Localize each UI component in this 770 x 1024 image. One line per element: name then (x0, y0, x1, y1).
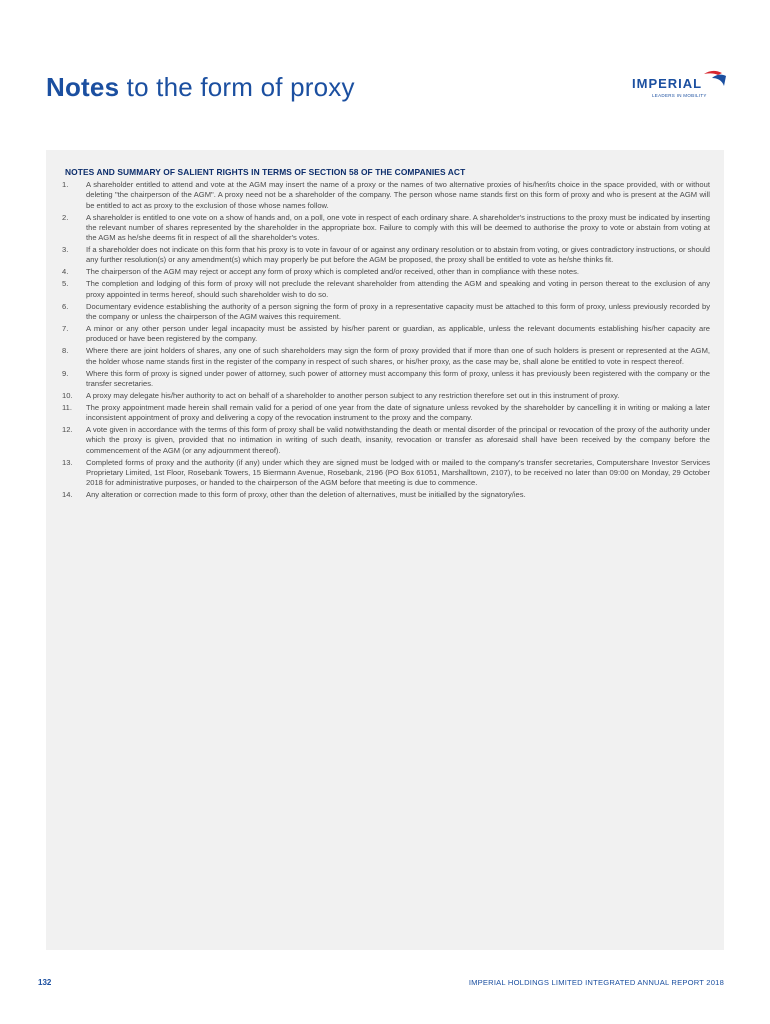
note-item (62, 391, 710, 401)
note-item (62, 369, 710, 390)
note-text: A vote given in accordance with the terms of this form of proxy shall be valid notwithstanding the death or mental disorder of the principal or revocation of the proxy of the authority under which the proxy is given, provided that no intimation in writing of such death, insanity, revocation or transfer as aforesaid shall have been received by the company before the commencement of the AGM (or any adjournment thereof). (86, 425, 710, 455)
page-title (46, 72, 355, 103)
note-number: 8. (62, 346, 69, 356)
note-number: 3. (62, 245, 69, 255)
note-text: A shareholder is entitled to one vote on a show of hands and, on a poll, one vote in respect of each ordinary share. A shareholder's instructions to the proxy must be indicated by inserting the relevant number of shares represented by the shareholder in the appropriate box. Failure to comply with this will be deemed to authorise the proxy to vote or abstain from voting at the AGM as he/she deems fit in respect of all the shareholder's votes. (86, 212, 710, 243)
note-text: The completion and lodging of this form of proxy will not preclude the relevant shareholder from attending the AGM and speaking and voting in person thereat to the exclusion of any proxy appointed in terms hereof, should such shareholder wish to do so. (86, 279, 710, 299)
note-text: A shareholder entitled to attend and vote at the AGM may insert the name of a proxy or the names of two alternative proxies of his/her/its choice in the space provided, with or without deleting "the chairperson of the AGM". A proxy need not be a shareholder of the company. The person whose name stands first on this form of proxy and who is present at the AGM will be entitled to act as proxy to the exclusion of those whose names follow. (86, 180, 710, 210)
notes-panel (46, 150, 724, 950)
note-number: 12. (62, 425, 73, 435)
note-text: The proxy appointment made herein shall remain valid for a period of one year from the date of signature unless revoked by the shareholder by cancelling it in writing or making a later inconsistent appointment of proxy and delivering a copy of the revocation instrument to the proxy and the company. (86, 402, 710, 423)
report-title: IMPERIAL HOLDINGS LIMITED INTEGRATED ANNUAL REPORT 2018 (468, 978, 724, 987)
note-number: 13. (62, 457, 73, 467)
note-text: The chairperson of the AGM may reject or accept any form of proxy which is completed and/or received, other than in compliance with these notes. (86, 267, 579, 277)
logo-wordmark: IMPERIAL (632, 76, 703, 91)
note-item (62, 213, 710, 244)
note-number: 5. (62, 279, 69, 289)
note-number: 6. (62, 301, 69, 311)
logo-bird-icon (702, 68, 728, 88)
logo-tagline: LEADERS IN MOBILITY (652, 93, 707, 98)
note-item (62, 458, 710, 489)
note-number: 4. (62, 267, 69, 277)
note-text: Where this form of proxy is signed under power of attorney, such power of attorney must accompany this form of proxy, unless it has previously been registered with the company or the transfer secretaries. (86, 368, 710, 388)
page-title-bold: Notes (46, 72, 120, 102)
note-item (62, 346, 710, 367)
note-number: 7. (62, 323, 69, 333)
note-item (62, 279, 710, 300)
note-item (62, 245, 710, 266)
note-item (62, 490, 710, 500)
note-number: 2. (62, 212, 69, 222)
page-number: 132 (38, 978, 52, 987)
note-number: 10. (62, 390, 73, 400)
note-text: Any alteration or correction made to this form of proxy, other than the deletion of alternatives, must be initialled by the signatory/ies. (86, 490, 526, 500)
note-item (62, 425, 710, 456)
imperial-logo (632, 68, 727, 102)
note-item (62, 267, 710, 277)
note-item (62, 403, 710, 424)
note-number: 9. (62, 368, 69, 378)
note-item (62, 180, 710, 211)
note-text: A proxy may delegate his/her authority to act on behalf of a shareholder to another person subject to any restriction therefore set out in this instrument of proxy. (86, 390, 620, 400)
note-text: Where there are joint holders of shares, any one of such shareholders may sign the form of proxy provided that if more than one of such holders is present or represented at the AGM, the holder whose name stands first in the register of the company in respect of such shares, or his/her proxy, as the case may be, shall alone be entitled to vote in respect thereof. (86, 346, 710, 366)
note-text: If a shareholder does not indicate on this form that his proxy is to vote in favour of or against any ordinary resolution or to abstain from voting, or gives contradictory instructions, or should any further resolution(s) or any amendment(s) which may properly be put before the AGM be proposed, the proxy shall be entitled to vote as he/she thinks fit. (86, 245, 710, 265)
note-text: Documentary evidence establishing the authority of a person signing the form of proxy in a representative capacity must be attached to this form of proxy, unless previously recorded by the company or unless the chairperson of the AGM waives this requirement. (86, 301, 710, 321)
note-number: 14. (62, 490, 73, 500)
note-item (62, 324, 710, 345)
note-item (62, 302, 710, 323)
note-text: A minor or any other person under legal incapacity must be assisted by his/her parent or guardian, as applicable, unless the relevant documents establishing his/her capacity are produced or have been registered by the company. (86, 323, 710, 344)
note-number: 11. (62, 402, 72, 412)
note-text: Completed forms of proxy and the authority (if any) under which they are signed must be lodged with or mailed to the company's transfer secretaries, Computershare Investor Services Proprietary Limited, 1st Floor, Rosebank Towers, 15 Biermann Avenue, Rosebank, 2196 (PO Box 61051, Marshalltown, 2107), to be received no later than 09:00 on Monday, 29 October 2018 for administrative purposes, or handed to the chairperson of the AGM before that meeting is due to commence. (86, 457, 710, 488)
section-heading: NOTES AND SUMMARY OF SALIENT RIGHTS IN TERMS OF SECTION 58 OF THE COMPANIES ACT (65, 167, 466, 177)
page-title-rest: to the form of proxy (119, 72, 355, 102)
note-number: 1. (62, 180, 69, 189)
notes-list (62, 180, 710, 502)
